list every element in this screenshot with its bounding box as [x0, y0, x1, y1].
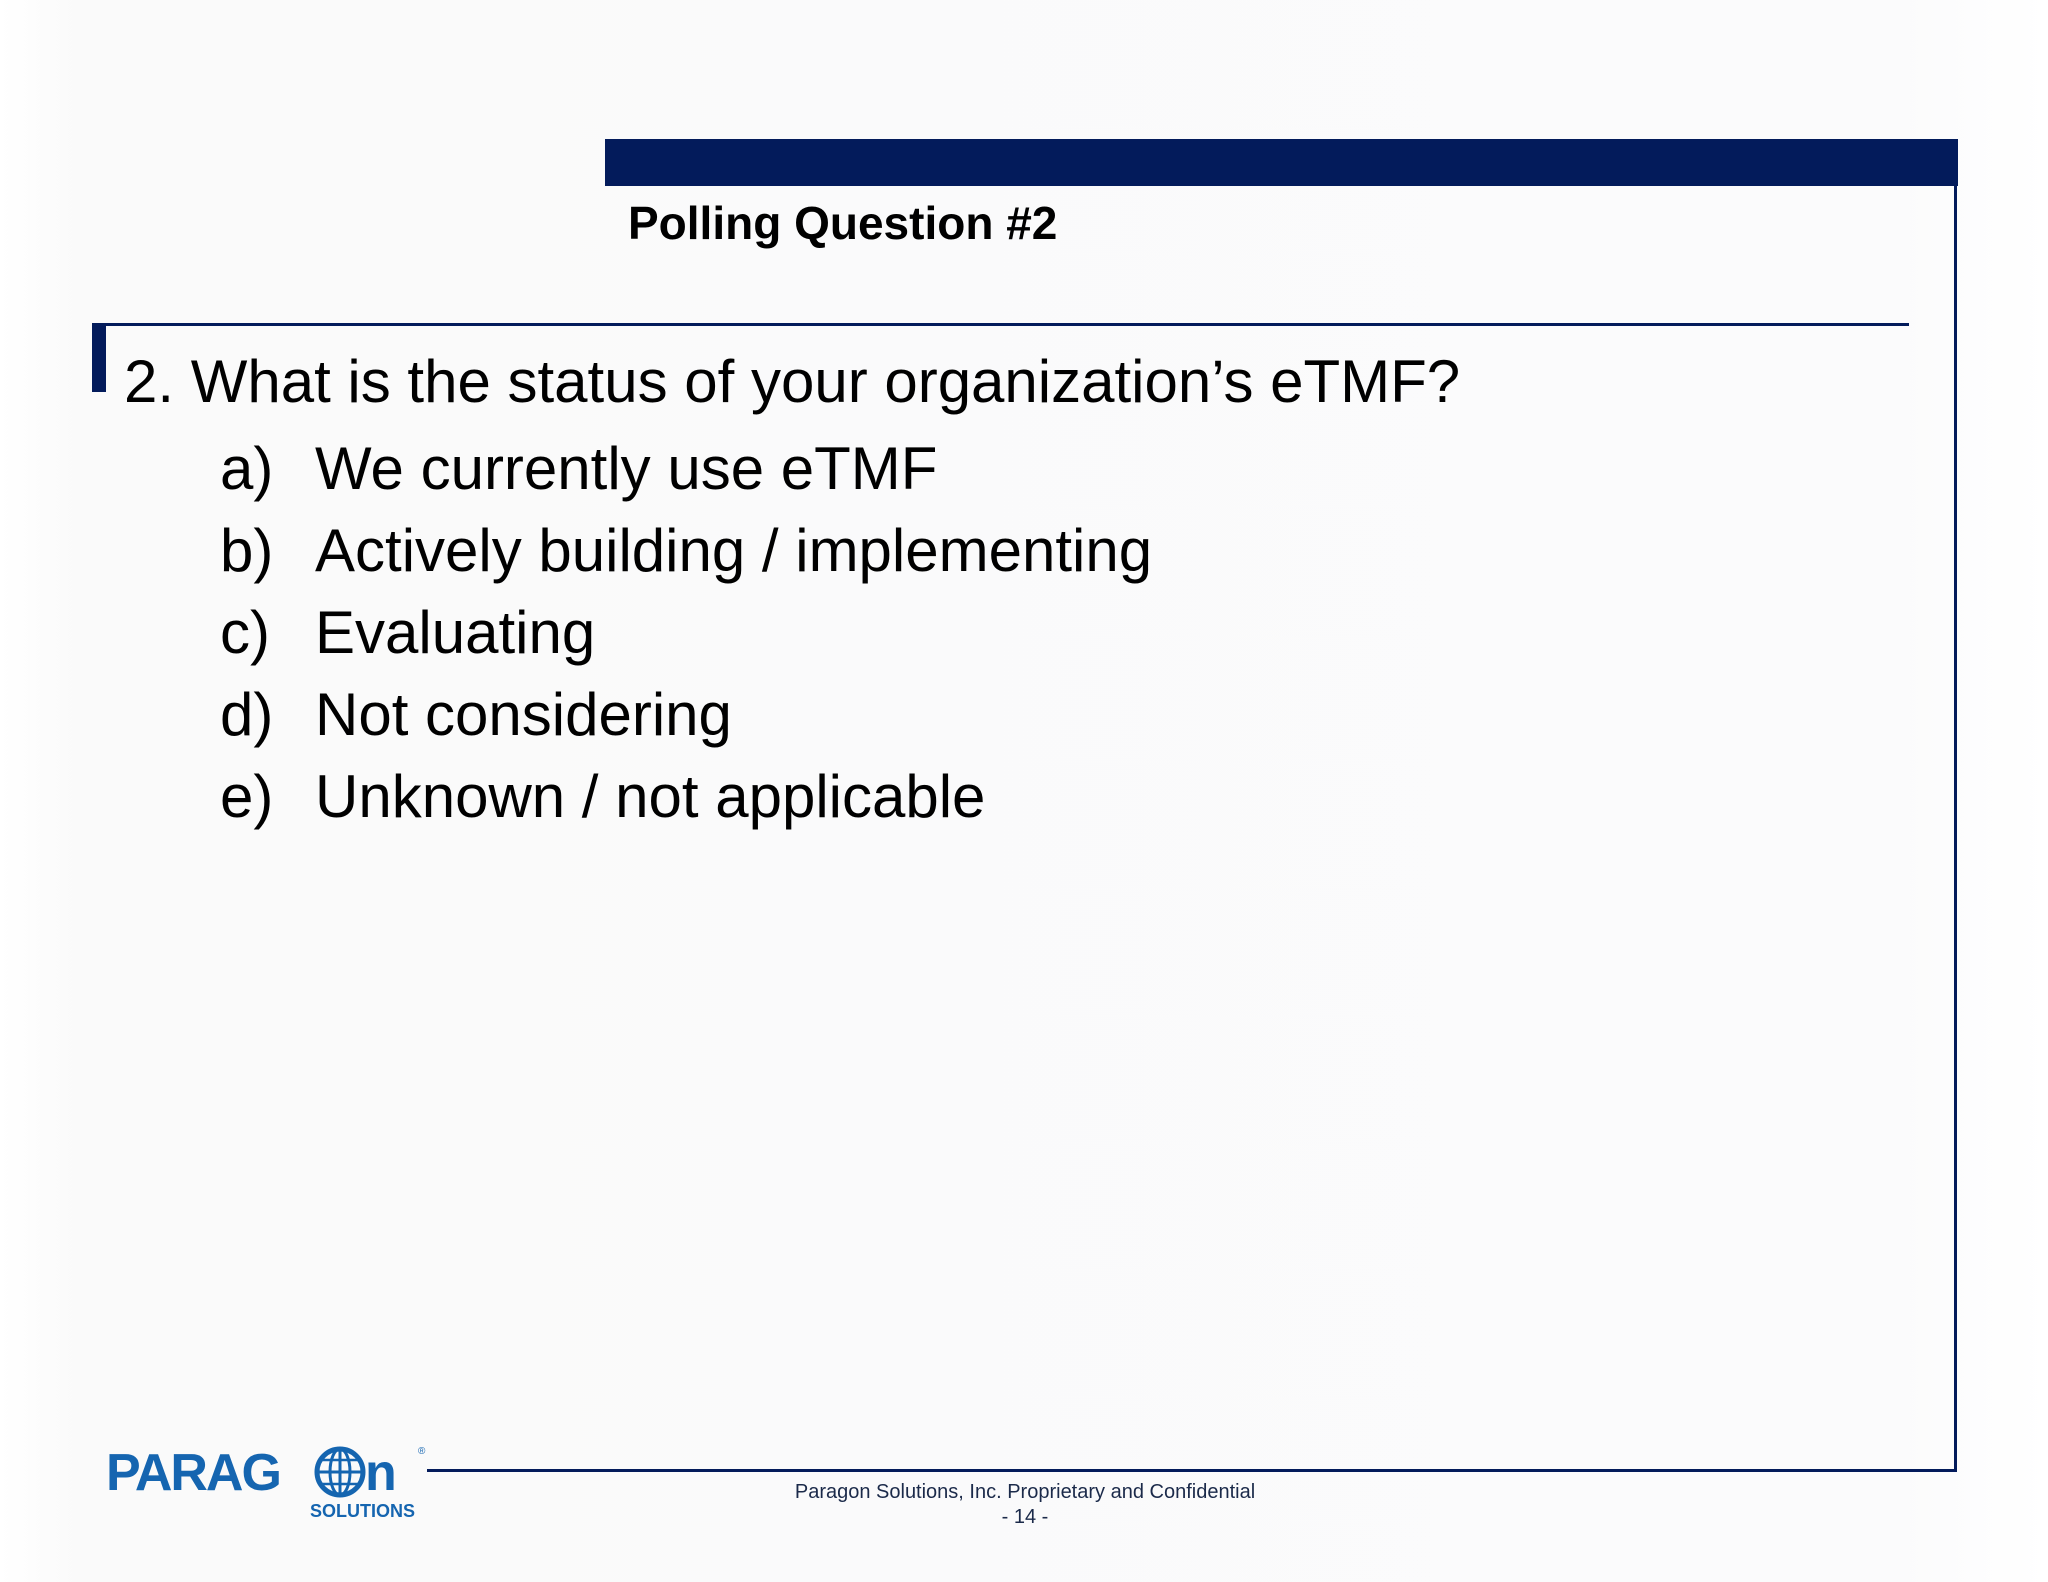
answer-option-c: [220, 592, 1152, 674]
answer-option-d: [220, 674, 1152, 756]
right-border-rule: [1954, 139, 1957, 1471]
answer-option-b: [220, 510, 1152, 592]
option-text: Evaluating: [315, 599, 596, 666]
slide-title: Polling Question #2: [628, 197, 1058, 249]
header-band: [605, 139, 1958, 186]
answer-option-a: [220, 428, 1152, 510]
footer: [0, 1480, 2048, 1530]
option-text: Not considering: [315, 681, 732, 748]
page-number: - 14 -: [1001, 1506, 1049, 1528]
option-letter: e): [220, 763, 274, 830]
footer-confidential: Paragon Solutions, Inc. Proprietary and Confidential: [794, 1481, 1256, 1503]
footer-divider: [427, 1469, 1957, 1472]
poll-question: 2. What is the status of your organization’s eTMF?: [124, 348, 1461, 415]
logo-wordmark-right: n: [365, 1444, 397, 1502]
option-text: Actively building / implementing: [315, 517, 1153, 584]
accent-bar: [92, 325, 106, 392]
option-letter: d): [220, 681, 274, 748]
answer-option-e: [220, 756, 1152, 838]
logo-subtitle: SOLUTIONS: [310, 1501, 416, 1520]
option-text: Unknown / not applicable: [315, 763, 986, 830]
title-divider: [92, 323, 1909, 326]
option-letter: a): [220, 435, 274, 502]
option-text: We currently use eTMF: [315, 435, 938, 502]
option-letter: b): [220, 517, 274, 584]
answer-options-list: [220, 428, 1152, 838]
logo-wordmark-left: PARAG: [106, 1444, 280, 1502]
registered-mark: ®: [418, 1446, 426, 1457]
option-letter: c): [220, 599, 270, 666]
